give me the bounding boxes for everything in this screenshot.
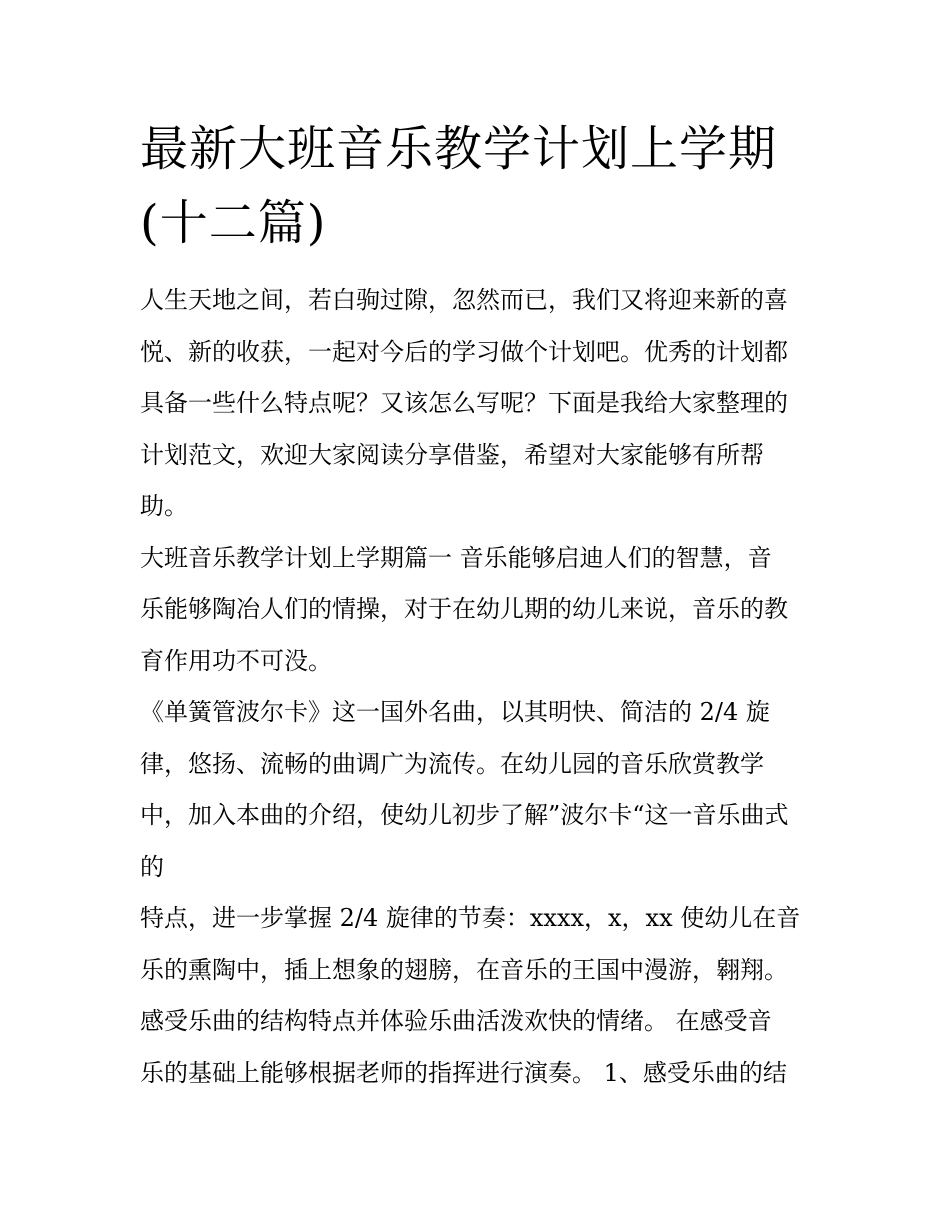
text-line: 大班音乐教学计划上学期篇一 音乐能够启迪人们的智慧，音 [140,543,772,572]
text-line: 《单簧管波尔卡》这一国外名曲，以其明快、简洁的 2/4 旋 [140,698,770,726]
text-line: 中，加入本曲的介绍，使幼儿初步了解”波尔卡“这一音乐曲式 [140,801,789,829]
text-line: 计划范文，欢迎大家阅读分享借鉴，希望对大家能够有所帮 [140,440,764,469]
page-title [140,112,820,260]
text-line: 助。 [140,492,188,520]
title-line-1: 最新大班音乐教学计划上学期 [140,121,778,177]
text-line: 乐的基础上能够根据老师的指挥进行演奏。 1、感受乐曲的结 [140,1058,787,1087]
text-line: 的 [140,852,164,881]
text-line: 悦、新的收获，一起对今后的学习做个计划吧。优秀的计划都 [140,337,788,366]
document-body [140,275,830,1099]
text-line: 特点，进一步掌握 2/4 旋律的节奏：xxxx，x，xx 使幼儿在音 [140,904,801,932]
text-line: 乐能够陶冶人们的情操，对于在幼儿期的幼儿来说，音乐的教 [140,595,788,623]
text-line: 感受乐曲的结构特点并体验乐曲活泼欢快的情绪。 在感受音 [140,1007,772,1035]
text-line: 律，悠扬、流畅的曲调广为流传。在幼儿园的音乐欣赏教学 [140,749,764,778]
text-line: 人生天地之间，若白驹过隙，忽然而已，我们又将迎来新的喜 [140,286,788,314]
title-line-2: (十二篇) [140,195,327,251]
text-line: 具备一些什么特点呢？又该怎么写呢？下面是我给大家整理的 [140,389,788,417]
text-line: 育作用功不可没。 [140,646,332,675]
text-line: 乐的熏陶中，插上想象的翅膀，在音乐的王国中漫游，翱翔。 [140,955,788,984]
